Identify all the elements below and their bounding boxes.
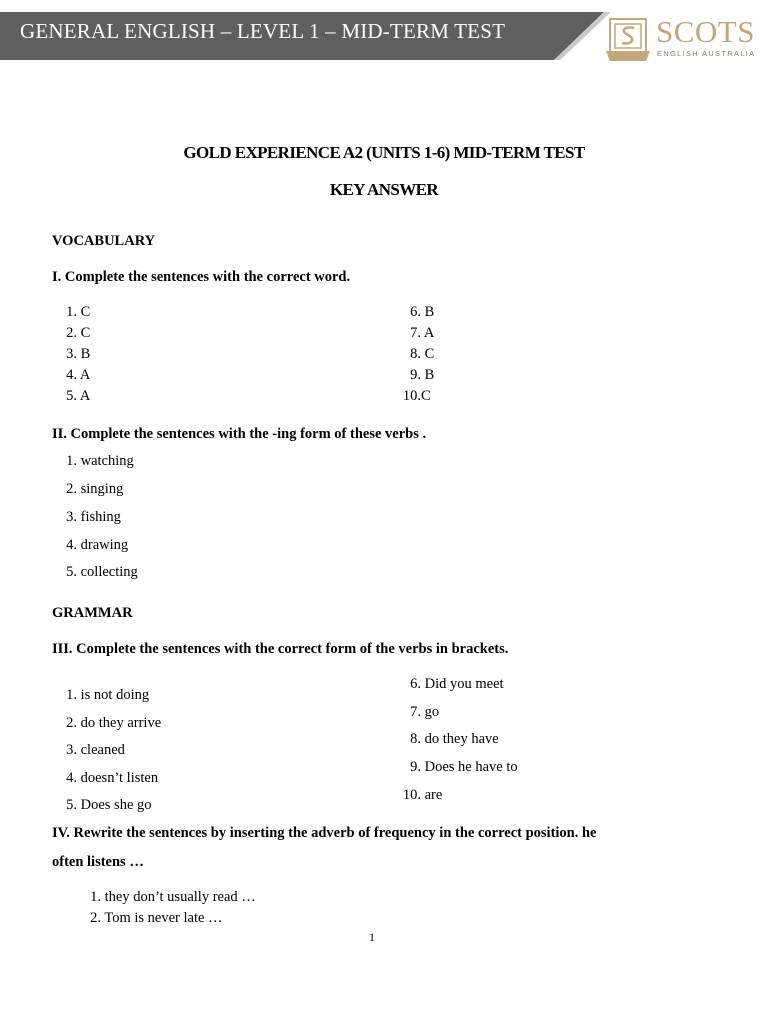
- list-item: 3. cleaned: [66, 742, 125, 758]
- list-item: 2. C: [66, 325, 91, 341]
- list-item: 10. are: [402, 787, 443, 803]
- list-item: 3. fishing: [66, 509, 121, 525]
- list-item: 4. doesn’t listen: [66, 770, 159, 786]
- grammar-heading: GRAMMAR: [52, 605, 133, 621]
- list-item: 8. C: [410, 346, 435, 362]
- list-item: 7. A: [410, 325, 435, 341]
- list-item: 2. Tom is never late …: [90, 910, 223, 926]
- document-subtitle: KEY ANSWER: [329, 180, 439, 199]
- list-item: 4. A: [66, 367, 91, 383]
- list-item: 1. C: [66, 304, 91, 320]
- list-item: 5. Does she go: [66, 797, 152, 813]
- list-item: 2. do they arrive: [66, 715, 162, 731]
- list-item: 2. singing: [66, 481, 124, 497]
- logo-subtitle: ENGLISH AUSTRALIA: [657, 49, 756, 58]
- list-item: 7. go: [410, 704, 440, 720]
- logo-name: SCOTS: [656, 14, 755, 49]
- part2-instruction: II. Complete the sentences with the -ing form of these verbs .: [52, 426, 427, 442]
- page-number: 1: [369, 930, 375, 944]
- list-item: 10.C: [402, 388, 431, 404]
- scots-logo: [606, 14, 766, 63]
- list-item: 6. B: [410, 304, 435, 320]
- crest-icon: [606, 17, 652, 63]
- vocabulary-heading: VOCABULARY: [52, 233, 156, 249]
- document-title: GOLD EXPERIENCE A2 (UNITS 1-6) MID-TERM TEST: [183, 143, 585, 162]
- list-item: 9. Does he have to: [410, 759, 518, 775]
- list-item: 5. collecting: [66, 564, 138, 580]
- part1-instruction: I. Complete the sentences with the correct word.: [52, 269, 351, 285]
- header-title: GENERAL ENGLISH – LEVEL 1 – MID-TERM TEST: [20, 19, 506, 43]
- list-item: 1. they don’t usually read …: [90, 889, 256, 905]
- list-item: 8. do they have: [410, 731, 499, 747]
- part3-instruction: III. Complete the sentences with the correct form of the verbs in brackets.: [52, 641, 509, 657]
- list-item: 9. B: [410, 367, 435, 383]
- list-item: 5. A: [66, 388, 91, 404]
- part4-instruction: IV. Rewrite the sentences by inserting the adverb of frequency in the correct position. he: [52, 825, 597, 841]
- list-item: 1. is not doing: [66, 687, 150, 703]
- part4-instruction-continued: often listens …: [52, 854, 144, 870]
- list-item: 3. B: [66, 346, 91, 362]
- list-item: 1. watching: [66, 453, 134, 469]
- list-item: 6. Did you meet: [410, 676, 504, 692]
- list-item: 4. drawing: [66, 537, 129, 553]
